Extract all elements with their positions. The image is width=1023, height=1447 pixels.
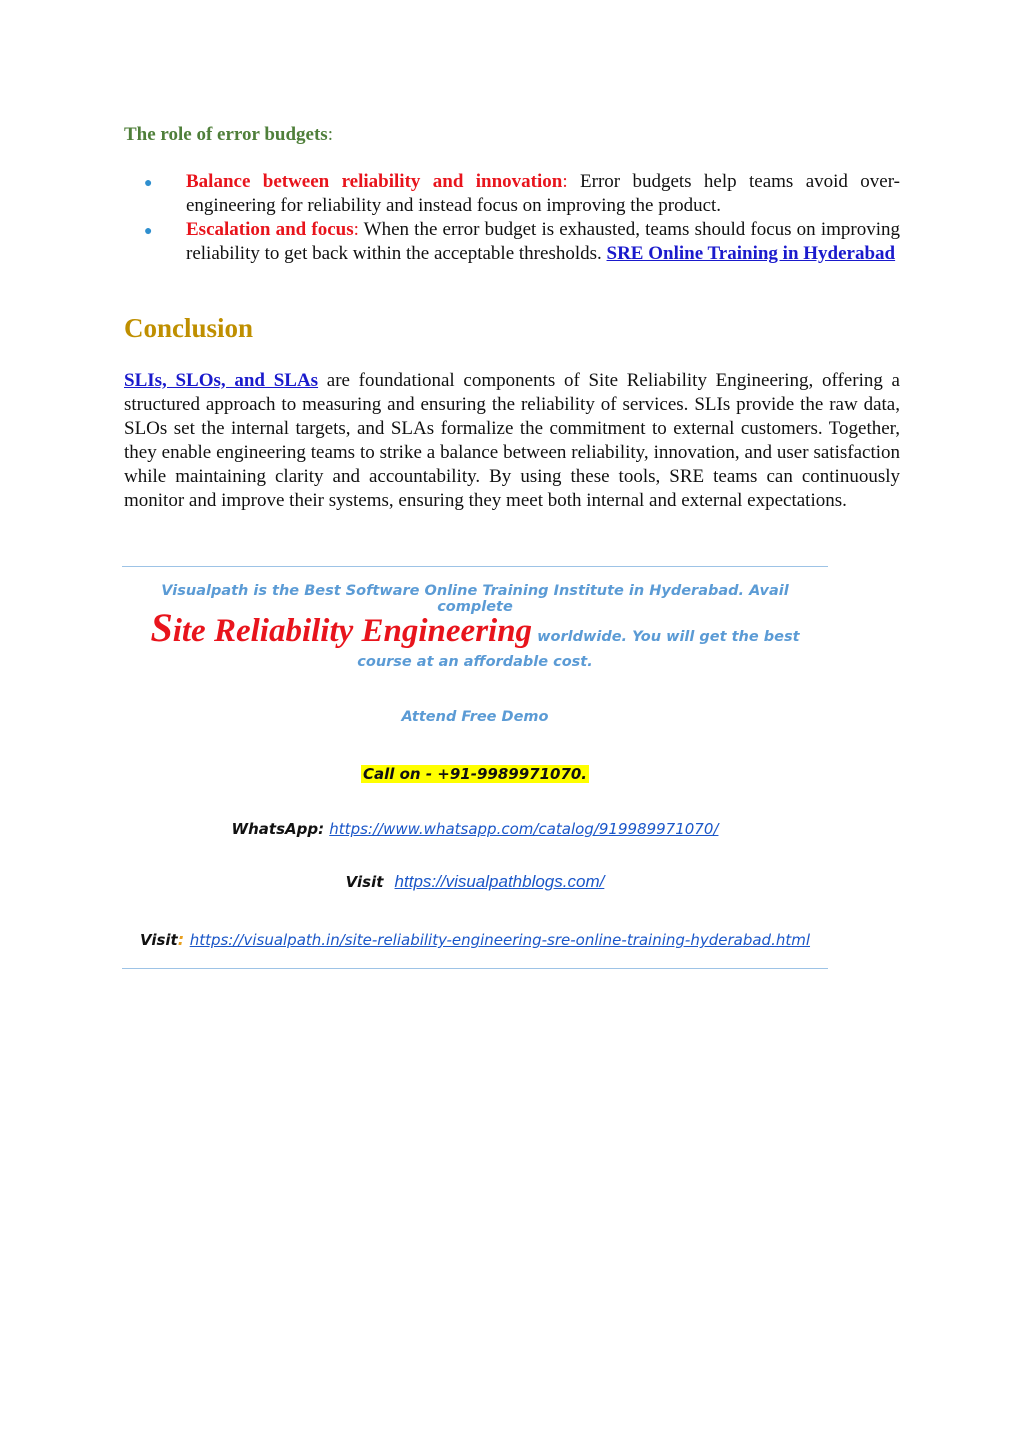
call-number: Call on - +91-9989971070. xyxy=(362,765,588,783)
call-line xyxy=(122,764,828,783)
bullet-separator: : xyxy=(353,219,359,240)
promo-bottom-divider xyxy=(122,968,828,969)
conclusion-text: are foundational components of Site Reliability Engineering, offering a structured approach to measuring and ensuring the reliability of services. SLIs provide the raw data, SLOs set the internal targets, and SLAs formalize the commitment to external customers. Together, they enable engineering teams to strike a balance between reliability, innovation, and user satisfaction while maintaining clarity and accountability. By using these tools, SRE teams can continuously monitor and improve their systems, ensuring they meet both internal and external expectations. xyxy=(124,370,900,511)
promo-line-2-tail: worldwide. You will get the best xyxy=(532,629,800,645)
sre-training-link[interactable]: SRE Online Training in Hyderabad xyxy=(606,243,896,264)
course-page-link[interactable]: https://visualpath.in/site-reliability-engineering-sre-online-training-hyderabad.html xyxy=(189,931,811,949)
visit-course-line xyxy=(122,930,828,949)
bullet-term: Balance between reliability and innovation xyxy=(186,171,563,192)
bullet-separator: : xyxy=(562,171,568,192)
visit-label: Visit xyxy=(345,873,384,891)
whatsapp-link[interactable]: https://www.whatsapp.com/catalog/919989971070/ xyxy=(329,820,719,838)
visit-course-label: Visit xyxy=(139,931,178,949)
attend-demo-text: Attend Free Demo xyxy=(401,709,549,725)
list-item xyxy=(124,218,900,266)
list-item xyxy=(124,170,900,218)
promo-line-1: Visualpath is the Best Software Online Training Institute in Hyderabad. Avail complete xyxy=(161,583,789,615)
bullet-term: Escalation and focus xyxy=(186,219,354,240)
error-budgets-heading xyxy=(124,124,333,146)
visit-course-colon: : xyxy=(177,930,185,949)
promo-top-divider xyxy=(122,566,828,567)
promo-title-line xyxy=(122,606,828,659)
conclusion-heading: Conclusion xyxy=(124,313,254,343)
bullet-text: Error budgets help teams avoid over-engineering for reliability and instead focus on improving the product. xyxy=(186,171,900,216)
bullet-text: When the error budget is exhausted, teams should focus on improving reliability to get back within the acceptable thresholds. xyxy=(186,219,900,264)
visit-blogs-line xyxy=(122,872,828,892)
bullet-icon: ● xyxy=(144,224,153,239)
promo-title-rest: ite Reliability Engineering xyxy=(172,613,533,649)
promo-title-cap: S xyxy=(150,605,173,650)
error-budgets-list xyxy=(124,170,900,266)
sli-slo-sla-link[interactable]: SLIs, SLOs, and SLAs xyxy=(124,370,319,391)
whatsapp-line xyxy=(122,819,828,838)
bullet-icon: ● xyxy=(144,176,153,191)
error-budgets-heading-text: The role of error budgets xyxy=(124,124,328,145)
promo-line-3: course at an affordable cost. xyxy=(357,654,593,670)
whatsapp-label: WhatsApp: xyxy=(231,820,330,838)
blogs-link[interactable]: https://visualpathblogs.com/ xyxy=(394,872,605,891)
conclusion-paragraph xyxy=(124,369,900,513)
error-budgets-heading-colon: : xyxy=(327,124,333,145)
promo-course-title xyxy=(150,605,533,650)
